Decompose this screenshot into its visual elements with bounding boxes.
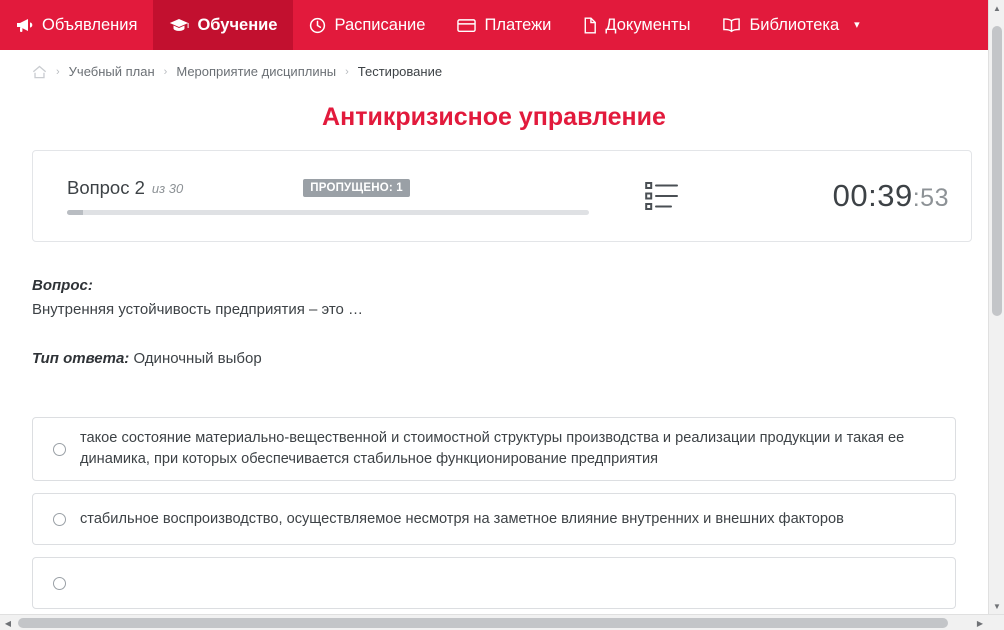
nav-label: Библиотека <box>749 15 840 34</box>
scroll-right-arrow-icon[interactable]: ▶ <box>976 618 984 628</box>
nav-item-announcements[interactable] <box>0 0 153 50</box>
radio-button-icon[interactable] <box>53 443 66 456</box>
horizontal-scrollbar[interactable] <box>0 614 1004 630</box>
nav-label: Расписание <box>334 15 426 34</box>
answer-option-3[interactable] <box>32 557 956 609</box>
book-icon <box>722 17 741 33</box>
nav-item-payments[interactable] <box>441 0 567 50</box>
breadcrumb-item-testing: Тестирование <box>357 64 443 79</box>
nav-label: Обучение <box>197 15 278 34</box>
main-navigation <box>0 0 988 50</box>
scroll-left-arrow-icon[interactable]: ◀ <box>4 618 12 628</box>
breadcrumb-item-discipline-event[interactable]: Мероприятие дисциплины <box>176 64 337 79</box>
nav-item-documents[interactable] <box>567 0 706 50</box>
document-icon <box>583 17 597 34</box>
countdown-timer <box>833 178 971 214</box>
home-icon[interactable] <box>32 65 47 79</box>
question-prompt-text: Внутренняя устойчивость предприятия – это … <box>32 301 364 318</box>
answer-option-label: такое состояние материально-вещественной и стоимостной структуры производства и реализации продукции и такая ее динамика, при которых обеспечивается стабильное функционирование предприятия <box>80 430 905 467</box>
clock-icon <box>309 17 326 34</box>
breadcrumb <box>0 50 988 89</box>
answer-option-1[interactable] <box>32 417 956 481</box>
graduation-cap-icon <box>169 17 189 33</box>
scroll-down-arrow-icon[interactable]: ▼ <box>993 601 1001 611</box>
question-number: Вопрос 2 <box>67 177 145 198</box>
page-title: Антикризисное управление <box>322 103 666 131</box>
nav-item-schedule[interactable] <box>293 0 441 50</box>
question-prompt-block <box>32 277 956 318</box>
nav-item-education[interactable] <box>153 0 293 50</box>
breadcrumb-item-curriculum[interactable]: Учебный план <box>68 64 155 79</box>
answer-type-label: Тип ответа: <box>32 350 130 367</box>
answer-type-value: Одиночный выбор <box>133 350 262 367</box>
credit-card-icon <box>457 18 476 33</box>
test-status-card <box>32 150 972 242</box>
status-badge: ПРОПУЩЕНО: 1 <box>303 179 410 197</box>
breadcrumb-separator: › <box>163 65 168 78</box>
progress-bar <box>67 210 589 215</box>
horizontal-scrollbar-thumb[interactable] <box>18 618 948 628</box>
list-icon[interactable] <box>645 181 679 211</box>
timer-seconds: :53 <box>912 184 949 212</box>
nav-item-library[interactable] <box>706 0 875 50</box>
question-body <box>0 277 988 609</box>
vertical-scrollbar[interactable] <box>988 0 1004 614</box>
answer-options <box>32 417 956 609</box>
radio-button-icon[interactable] <box>53 513 66 526</box>
chevron-down-icon[interactable]: ▾ <box>854 18 860 31</box>
timer-minutes: 00:39 <box>832 178 913 213</box>
answer-option-label: стабильное воспроизводство, осуществляемое несмотря на заметное влияние внутренних и внешних факторов <box>80 510 844 527</box>
nav-label: Объявления <box>42 15 138 34</box>
nav-label: Документы <box>605 15 691 34</box>
question-header-line <box>67 177 593 199</box>
megaphone-icon <box>16 17 34 33</box>
question-progress-block <box>33 177 593 215</box>
answer-option-2[interactable] <box>32 493 956 545</box>
breadcrumb-separator: › <box>56 65 60 78</box>
vertical-scrollbar-thumb[interactable] <box>992 26 1002 316</box>
question-total: из 30 <box>151 180 184 196</box>
nav-label: Платежи <box>484 15 552 34</box>
scroll-up-arrow-icon[interactable]: ▲ <box>993 3 1001 13</box>
breadcrumb-separator: › <box>345 65 349 78</box>
answer-type-block <box>32 350 956 367</box>
radio-button-icon[interactable] <box>53 577 66 590</box>
question-prompt-label: Вопрос: <box>32 277 93 294</box>
